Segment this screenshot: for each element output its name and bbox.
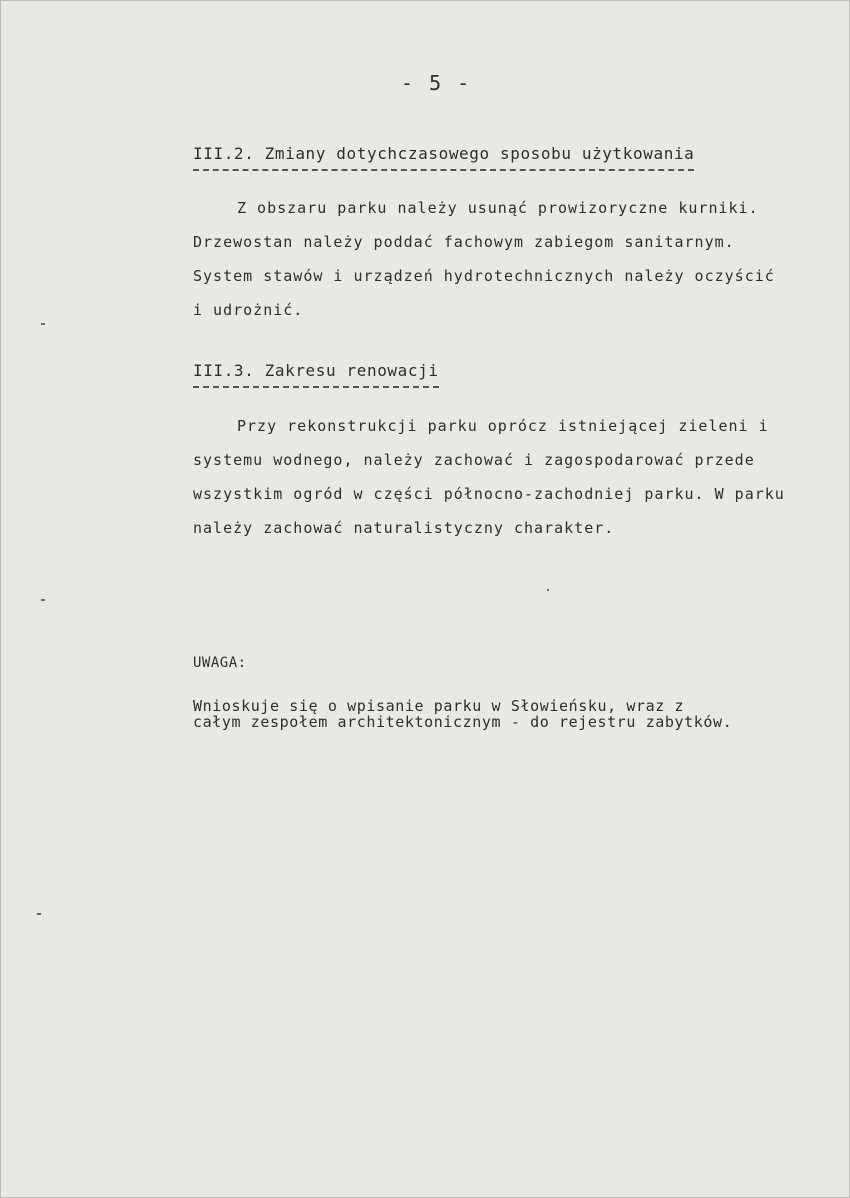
page-number: - 5 - [401, 71, 472, 95]
margin-speck [41, 599, 45, 601]
section-heading-iii-3: III.3. Zakresu renowacji [193, 361, 439, 388]
margin-speck [41, 323, 45, 325]
note-text: Wnioskuje się o wpisanie parku w Słowieńsku, wraz z całym zespołem architektonicznym - do rejestru zabytków. [193, 697, 733, 731]
margin-speck [37, 913, 41, 915]
section-paragraph-iii-2: Z obszaru parku należy usunąć prowizoryczne kurniki. Drzewostan należy poddać fachowym zabiegom sanitarnym. System stawów i urządzeń hydrotechnicznych należy oczyścić i udrożnić. [193, 199, 775, 319]
paper-speck [547, 589, 549, 591]
note-label: UWAGA: [193, 655, 247, 671]
section-paragraph-iii-3: Przy rekonstrukcji parku oprócz istniejącej zieleni i systemu wodnego, należy zachować i zagospodarować przede wszystkim ogród w części północno-zachodniej parku. W parku należy zachować naturalistyczny charakter. [193, 417, 785, 537]
section-heading-iii-2: III.2. Zmiany dotychczasowego sposobu użytkowania [193, 144, 694, 171]
